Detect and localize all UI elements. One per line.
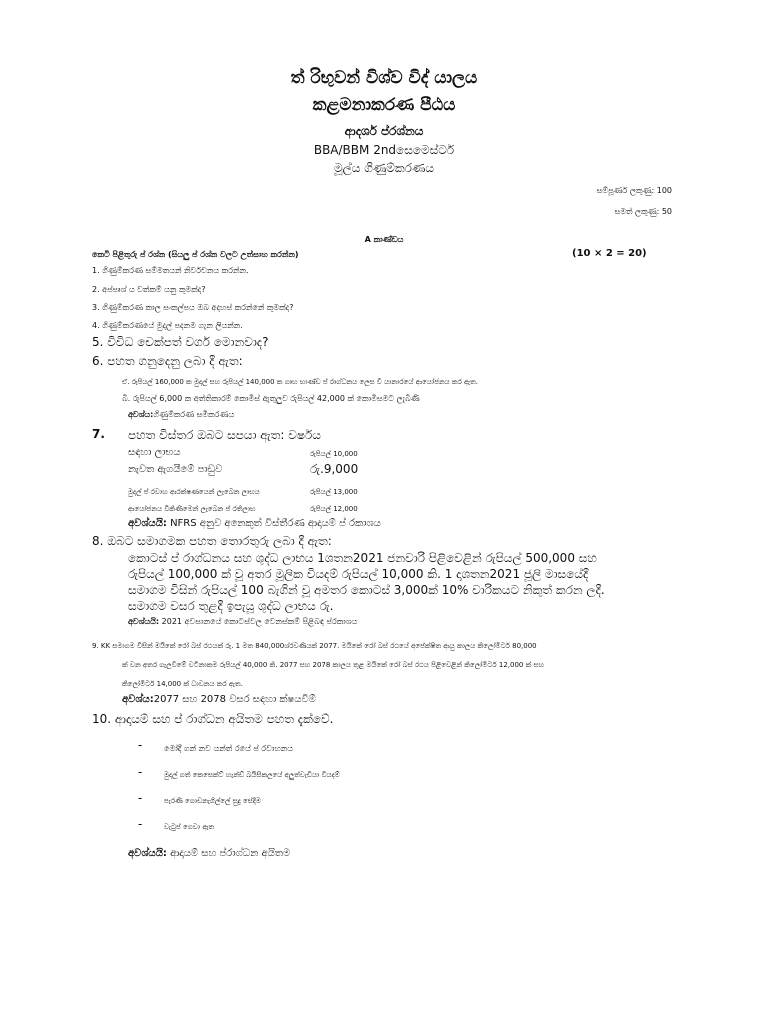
question-6-requirement: [128, 410, 234, 420]
university-title: ත් රිභුවන් විශ්ව විද් යාලය: [290, 68, 478, 88]
question-8-intro: 8. ඔබට සමාගමක පහත තොරතුරු ලබා දී ඇත:: [92, 534, 332, 548]
list-bullet: -: [138, 791, 143, 805]
question-6-item-a: ඒ. රුපියල් 160,000 ක මුදල් සහ රුපියල් 140,000 ක ගෘහ භාණ්ඩ ප් රාග්ධනය ලෙස වී යානාරයේ ආයෝජනය කර ඇත.: [122, 378, 479, 386]
question-6-item-b: බී. රුපියල් 6,000 ක අත්තිකාරම් කොමිස් ඇතුලුව රුපියල් 42,000 ක් කොමිසමට ලැබිණි: [122, 394, 420, 403]
question-7-number: 7.: [92, 427, 105, 441]
question-7-row-value: රු.9,000: [310, 462, 359, 476]
question-8-line: රුපියල් 100,000 ක් වූ අතර මූලික වියදම් රුපියල් 10,000 කි. 1 දාශතන2021 ජූලි මාසයේදී: [128, 567, 589, 581]
requirement-label: අවශ්ය:: [122, 694, 154, 705]
question-7-row-label: ආයෝජනය විකිණීමෙන් ලැබෙන ප් රතිලාභ: [128, 505, 256, 513]
question-9-line: ක් වන අතර ගැලවීමේ වටිනාකම රුපියල් 40,000 කි. 2077 සහ 2078 කාලය තුළ මයිකේ රෝ බස් රථය පිළිවෙළින් කිලෝමීටර් 12,000 ක් සහ: [122, 661, 545, 669]
question-9-requirement: [122, 694, 316, 705]
list-bullet: -: [138, 738, 143, 752]
requirement-text: 2077 සහ 2078 වසර සඳහා ක්ෂයවීම්: [153, 694, 316, 705]
requirement-text: 2021 අවසානයේ කොටස්වල වෙනස්කම් පිළිබඳ ප්රකාශය: [161, 617, 358, 626]
question-7-row-label: නැවත ඇගයීමේ පාඩුව: [128, 464, 223, 475]
pass-marks: සමත් ලකුණු: 50: [614, 207, 672, 216]
requirement-label: අවශ්යයි:: [128, 518, 167, 529]
question-7-row-label: මුදල් ප් රවාහ ආරක්ෂණයෙන් ලැබෙන ලාභය: [128, 488, 260, 496]
question-8-line: සමාගම විසින් රුපියල් 100 බැගින් වූ අමතර කොටස් 3,000ක් 10% වාරිකයට නිකුත් කරන ලදී.: [128, 583, 605, 597]
requirement-label: අවශ්යයි:: [128, 848, 167, 859]
section-instruction: කෙටි පිළිතුරු ප් රශ්න (සියලු ප් රශ්න වලට උත්සාහ කරන්න): [92, 250, 299, 259]
question-10-intro: 10. ආදායම් සහ ප් රාග්ධන අයිතම පහත දැක්වේ.: [92, 712, 334, 726]
question-7-row-value: රුපියල් 12,000: [310, 505, 358, 513]
question-10-requirement: [128, 848, 290, 859]
question-4: 4. ගිණුම්කරණයේ මුදල් පදනම ගැන ලියන්න.: [92, 321, 243, 330]
question-10-item: මුදල් ගත් කෙසෙක්ට් හැන්ඩ් බයිසිකලයේ අලුත්වැඩියා වියදම්: [164, 771, 340, 779]
question-9-line: කිලෝමීටර් 14,000 ක් ධාවනය කර ඇත.: [122, 680, 243, 688]
program-label: BBA/BBM 2ndසෙමෙස්ටර්: [313, 143, 455, 157]
question-8-line: සමාගම වසර තුළදී ඉපැයූ ශුද්ධ ලාභය රු.: [128, 599, 334, 613]
question-7-row-value: රුපියල් 10,000: [310, 450, 358, 458]
requirement-text: ආදායම් සහ ප්රාග්ධන අයිතම: [170, 848, 291, 859]
question-10-item: මෝදී ගන් නව යන්ත් රයේ ප් රවාහනය: [164, 744, 294, 753]
full-marks: සම්පූර්ණ ලකුණු: 100: [596, 186, 672, 195]
paper-type: ආදර්ශ ප්රශ්නය: [344, 124, 424, 138]
question-2: 2. අප්පෘශ් ය වත්කම් යනු කුමක්ද?: [92, 285, 206, 294]
subject-label: මූල්ය ගිණුම්කරණය: [333, 161, 434, 175]
requirement-text: ගිණුම්කරණ සමීකරණය: [153, 410, 235, 419]
question-5: 5. විවිධ චෙක්පත් වර්ග මොනවාද?: [92, 335, 269, 349]
section-marks: (10 × 2 = 20): [572, 248, 647, 259]
question-3: 3. ගිණුම්කරණ කාල සංකල්පය ඔබ අදහස් කරන්නේ කුමක්ද?: [92, 303, 294, 312]
requirement-text: NFRS අනුව අනෙකුත් විස්තීරණ ආදායම් ප් රකාශය: [170, 518, 381, 529]
question-9-line: 9. KK සමාගම විසින් මයිකේ රෝ බස් රථයක් රු. 1 මත 840,000ශ්රවණියක් 2077. මයිකේ රෝ බස් රථයේ අපේක්ෂිත ආයු කාලය කිලෝමීටර් 80,000: [92, 642, 537, 650]
requirement-label: අවශ්ය:: [128, 410, 154, 419]
faculty-title: කළමනාකරණ පීඨය: [312, 95, 456, 115]
question-7-row-label: සඳහා ලාභය: [128, 447, 181, 458]
question-8-requirement: [128, 617, 357, 627]
question-1: 1. ගිණුම්කරණ සම්මතයන් නිර්වචනය කරන්න.: [92, 266, 249, 275]
question-8-line: කොටස් ප් රාග්ධනය සහ ශුද්ධ ලාභය 1ශතන2021 ජනවාරි පිළිවෙළින් රුපියල් 500,000 සහ: [128, 551, 597, 565]
section-title: A කාණ්ඩය: [364, 235, 404, 244]
list-bullet: -: [138, 817, 143, 831]
question-10-item: වැටුප් ගෙවා ඇත: [164, 823, 215, 831]
question-7-intro: පහත විස්තර ඔබට සපයා ඇත: වර්ෂය: [128, 428, 321, 442]
question-7-requirement: [128, 518, 381, 529]
question-10-item: පැරණි ගොඩනැගිල්ලේ සුදු සේදීම: [164, 797, 261, 805]
requirement-label: අවශ්යයි:: [128, 617, 160, 626]
question-7-row-value: රුපියල් 13,000: [310, 488, 358, 496]
question-6-intro: 6. පහත ගනුදෙනු ලබා දී ඇත:: [92, 354, 243, 368]
list-bullet: -: [138, 765, 143, 779]
